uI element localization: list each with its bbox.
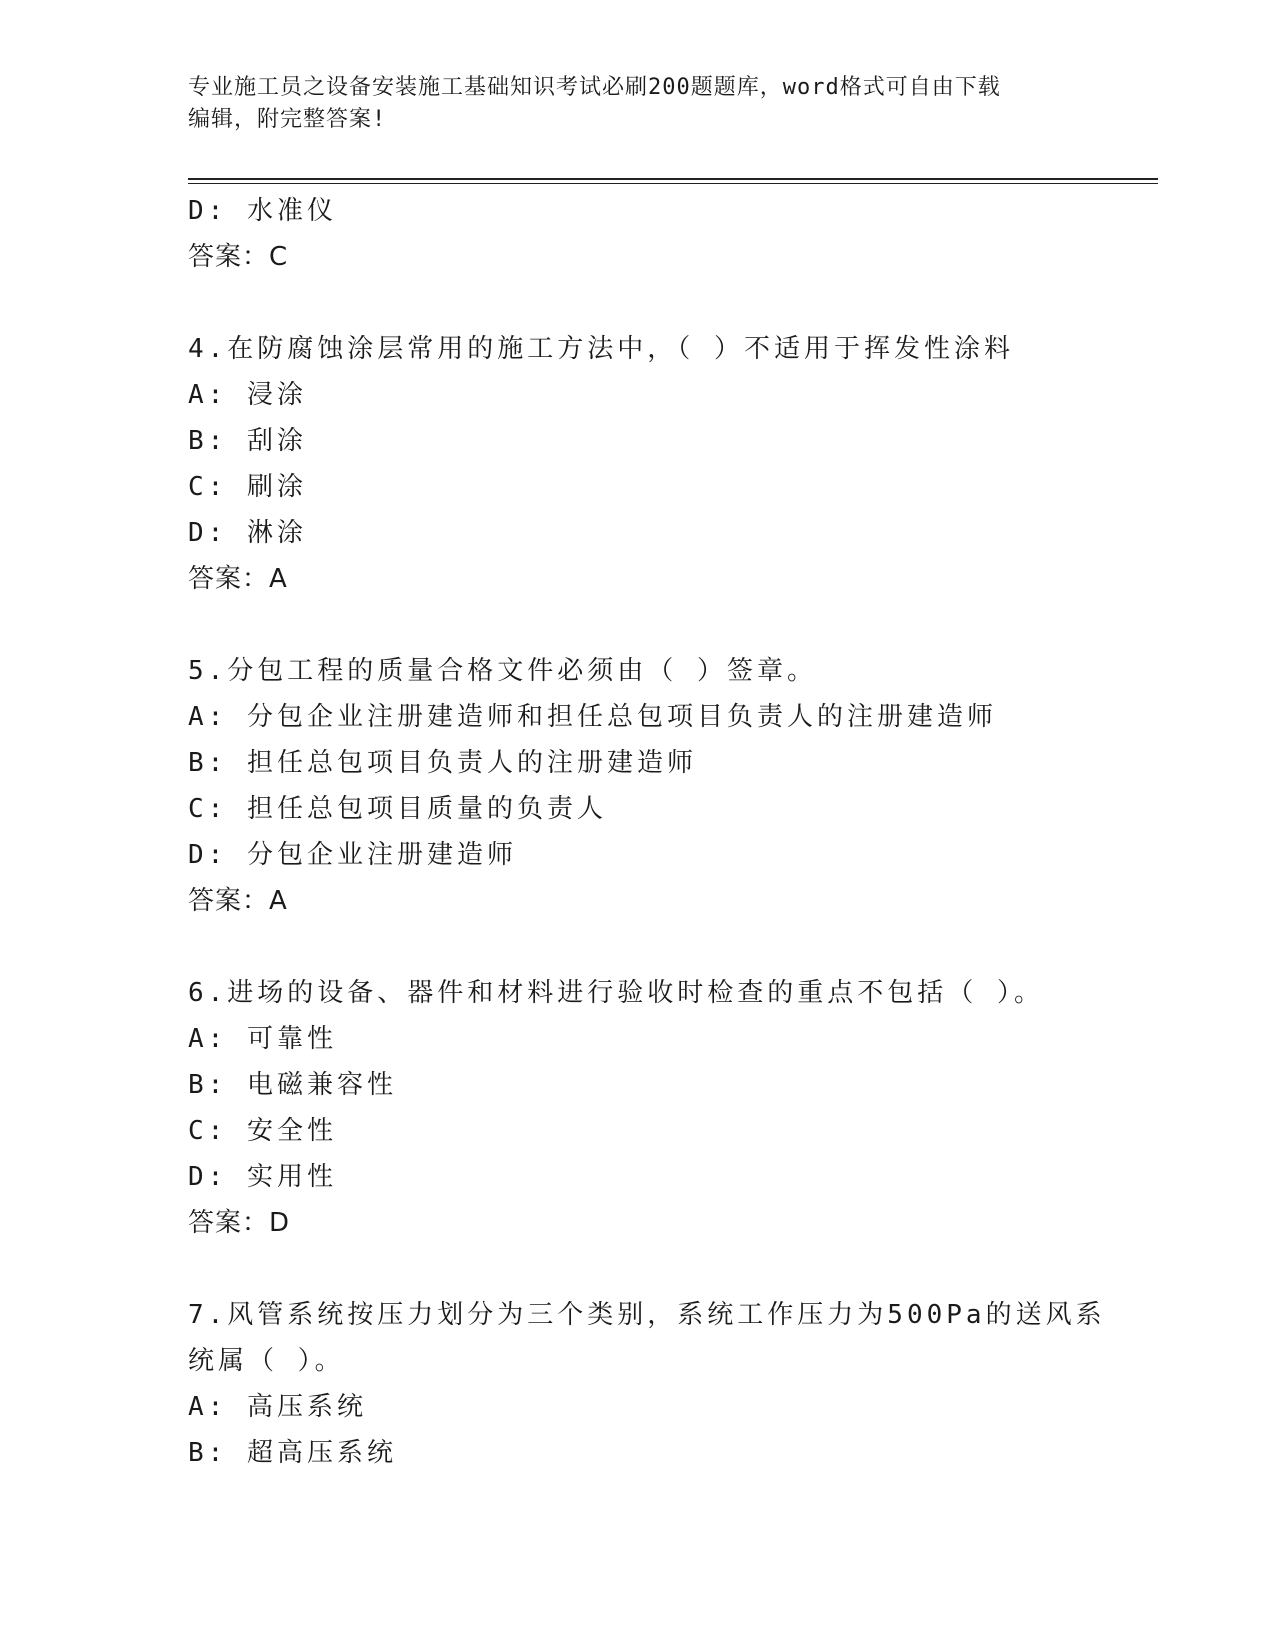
spacer — [188, 1246, 1088, 1292]
question-stem: 4.在防腐蚀涂层常用的施工方法中，（ ）不适用于挥发性涂料 — [188, 334, 1014, 364]
option-d: D: 分包企业注册建造师 — [188, 840, 517, 870]
question-stem: 6.进场的设备、器件和材料进行验收时检查的重点不包括（ ）。 — [188, 978, 1044, 1008]
option-d: D: 淋涂 — [188, 518, 307, 548]
option-c: C: 安全性 — [188, 1116, 337, 1146]
question-stem-line-2: 统属（ ）。 — [188, 1346, 345, 1376]
question-6 — [188, 970, 1088, 1246]
option-b: B: 电磁兼容性 — [188, 1070, 397, 1100]
answer-line: 答案：A — [188, 886, 288, 916]
answer-line: 答案：C — [188, 242, 289, 272]
header-title-line-2: 编辑，附完整答案! — [188, 107, 387, 132]
question-4 — [188, 326, 1088, 602]
option-a: A: 分包企业注册建造师和担任总包项目负责人的注册建造师 — [188, 702, 997, 732]
option-b: B: 刮涂 — [188, 426, 307, 456]
question-stem: 5.分包工程的质量合格文件必须由（ ）签章。 — [188, 656, 817, 686]
option-c: C: 刷涂 — [188, 472, 307, 502]
header-title-line-1: 专业施工员之设备安装施工基础知识考试必刷200题题库，word格式可自由下载 — [188, 75, 1001, 100]
question-5 — [188, 648, 1088, 924]
spacer — [188, 602, 1088, 648]
header-divider — [188, 178, 1158, 184]
question-list — [188, 188, 1106, 1476]
option-d: D: 水准仪 — [188, 196, 337, 226]
option-a: A: 浸涂 — [188, 380, 307, 410]
option-c: C: 担任总包项目质量的负责人 — [188, 794, 607, 824]
option-b: B: 担任总包项目负责人的注册建造师 — [188, 748, 697, 778]
option-d: D: 实用性 — [188, 1162, 337, 1192]
answer-line: 答案：A — [188, 564, 288, 594]
option-a: A: 可靠性 — [188, 1024, 337, 1054]
spacer — [188, 280, 1088, 326]
option-b: B: 超高压系统 — [188, 1438, 397, 1468]
answer-line: 答案：D — [188, 1208, 291, 1238]
question-7 — [188, 1292, 1106, 1476]
option-a: A: 高压系统 — [188, 1392, 367, 1422]
spacer — [188, 924, 1088, 970]
question-stem-line-1: 7.风管系统按压力划分为三个类别，系统工作压力为500Pa的送风系 — [188, 1300, 1106, 1330]
document-header — [188, 72, 1068, 136]
